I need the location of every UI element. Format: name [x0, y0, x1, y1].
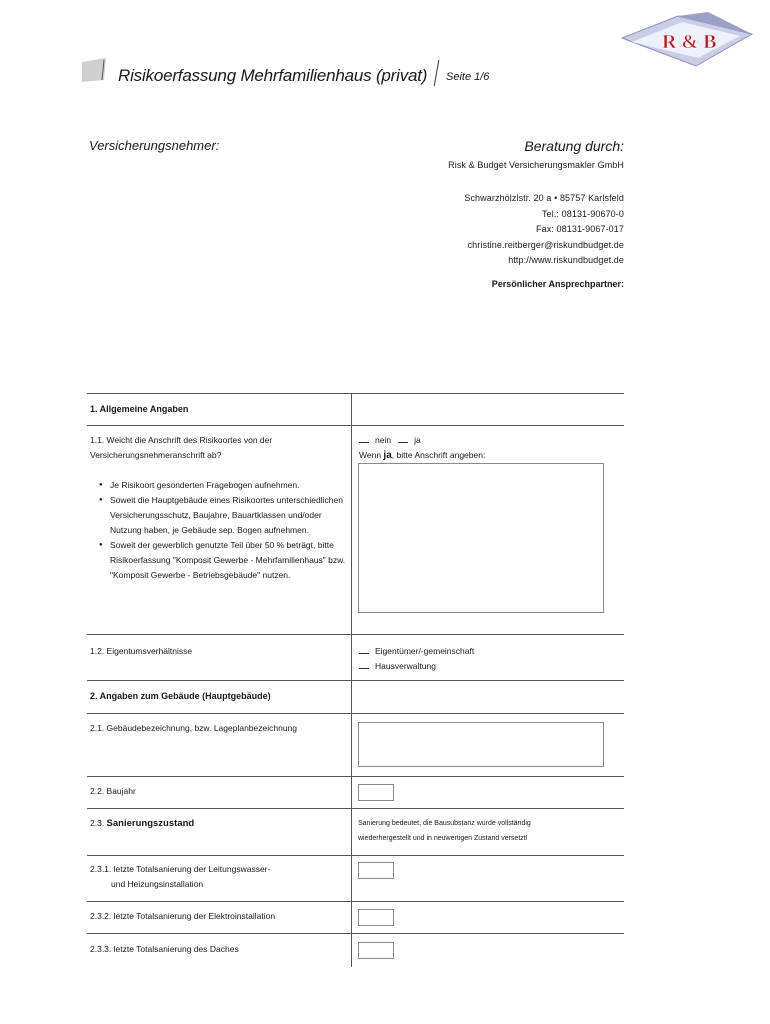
note-line: wiederhergestellt und in neuwertigen Zustand versetzt! [358, 835, 528, 842]
question-title: Sanierungszustand [106, 818, 195, 829]
address-line: http://www.riskundbudget.de [508, 255, 624, 265]
question-line: 2.3.1. letzte Totalsanierung der Leitungswasser- [90, 864, 271, 874]
checkbox-ja[interactable] [398, 435, 408, 443]
question-number: 2.3. [90, 818, 107, 828]
address-block [464, 191, 624, 269]
table-rule [87, 425, 624, 426]
renovation-note [358, 816, 531, 846]
table-rule [87, 776, 624, 777]
construction-year-field[interactable] [358, 784, 394, 801]
question-line: und Heizungsinstallation [111, 879, 204, 889]
note-line: Sanierung bedeutet, die Bausubstanz wurde vollständig [358, 820, 531, 827]
question-2-2: 2.2. Baujahr [90, 786, 136, 796]
checkbox-hausverwaltung[interactable] [359, 661, 369, 669]
question-2-3-2: 2.3.2. letzte Totalsanierung der Elektroinstallation [90, 911, 276, 921]
answer-1-2-options [359, 644, 474, 674]
question-line: Versicherungsnehmeranschrift ab? [90, 450, 222, 460]
page-number: Seite 1/6 [446, 71, 490, 83]
address-line: christine.reitberger@riskundbudget.de [467, 239, 624, 250]
question-line: 1.1. Weicht die Anschrift des Risikoortes von der [90, 435, 273, 445]
page-title: Risikoerfassung Mehrfamilienhaus (privat) [118, 66, 428, 85]
contact-label: Persönlicher Ansprechpartner: [491, 279, 624, 289]
table-rule [87, 680, 624, 681]
plumbing-renovation-year-field[interactable] [358, 862, 394, 879]
electrical-renovation-year-field[interactable] [358, 909, 394, 926]
instruction-item: ● Soweit der gewerblich genutzte Teil über 50 % beträgt, bitte Risikoerfassung "Komposit Gewerbe - Mehrfamilienhaus" bzw. "Komposit Gewerbe - Betriebsgebäude" nutzen. [110, 538, 348, 583]
table-rule [87, 901, 624, 902]
table-column-divider [351, 393, 352, 967]
title-separator [434, 60, 440, 86]
instruction-item: ● Soweit die Hauptgebäude eines Risikoortes unterschiedlichen Versicherungsschutz, Baujahre, Bauartklassen und/oder Nutzung haben, je Gebäude sep. Bogen aufnehmen. [110, 493, 348, 538]
alt-address-field[interactable] [358, 463, 604, 613]
option-ja-label: ja [414, 435, 421, 445]
rb-logo [618, 8, 756, 72]
question-2-3-3: 2.3.3. letzte Totalsanierung des Daches [90, 944, 239, 954]
table-rule [87, 393, 624, 394]
question-1-2: 1.2. Eigentumsverhältnisse [90, 646, 193, 656]
advisor-heading: Beratung durch: [524, 138, 624, 154]
logo-text: R & B [662, 31, 717, 53]
table-rule [87, 713, 624, 714]
address-line: Schwarzhölzlstr. 20 a • 85757 Karlsfeld [464, 193, 624, 203]
address-line: Tel.: 08131-90670-0 [542, 208, 624, 219]
instruction-item: ● Je Risikoort gesonderten Fragebogen aufnehmen. [110, 478, 348, 493]
option-nein-label: nein [375, 435, 392, 445]
address-hint: Wenn ja, bitte Anschrift angeben: [359, 450, 486, 461]
checkbox-eigentuemer[interactable] [359, 646, 369, 654]
building-name-field[interactable] [358, 722, 604, 767]
question-1-1 [90, 433, 272, 463]
question-2-3 [90, 816, 194, 831]
checkbox-nein[interactable] [359, 435, 369, 443]
title-mark-icon [82, 58, 108, 82]
table-rule [87, 808, 624, 809]
section-1-heading: 1. Allgemeine Angaben [90, 404, 189, 414]
policyholder-heading: Versicherungsnehmer: [89, 138, 220, 153]
address-line: Fax: 08131-9067-017 [536, 224, 624, 234]
company-name: Risk & Budget Versicherungsmakler GmbH [448, 160, 624, 170]
instruction-list [98, 478, 348, 583]
question-2-3-1 [90, 862, 270, 892]
option-eigentuemer-label: Eigentümer/-gemeinschaft [375, 646, 475, 656]
table-rule [87, 933, 624, 934]
question-2-1: 2.1. Gebäudebezeichnung, bzw. Lageplanbezeichnung [90, 723, 298, 733]
section-2-heading: 2. Angaben zum Gebäude (Hauptgebäude) [90, 691, 271, 701]
table-rule [87, 634, 624, 635]
roof-renovation-year-field[interactable] [358, 942, 394, 959]
option-hausverwaltung-label: Hausverwaltung [375, 661, 436, 671]
answer-1-1-options [359, 433, 485, 463]
table-rule [87, 855, 624, 856]
